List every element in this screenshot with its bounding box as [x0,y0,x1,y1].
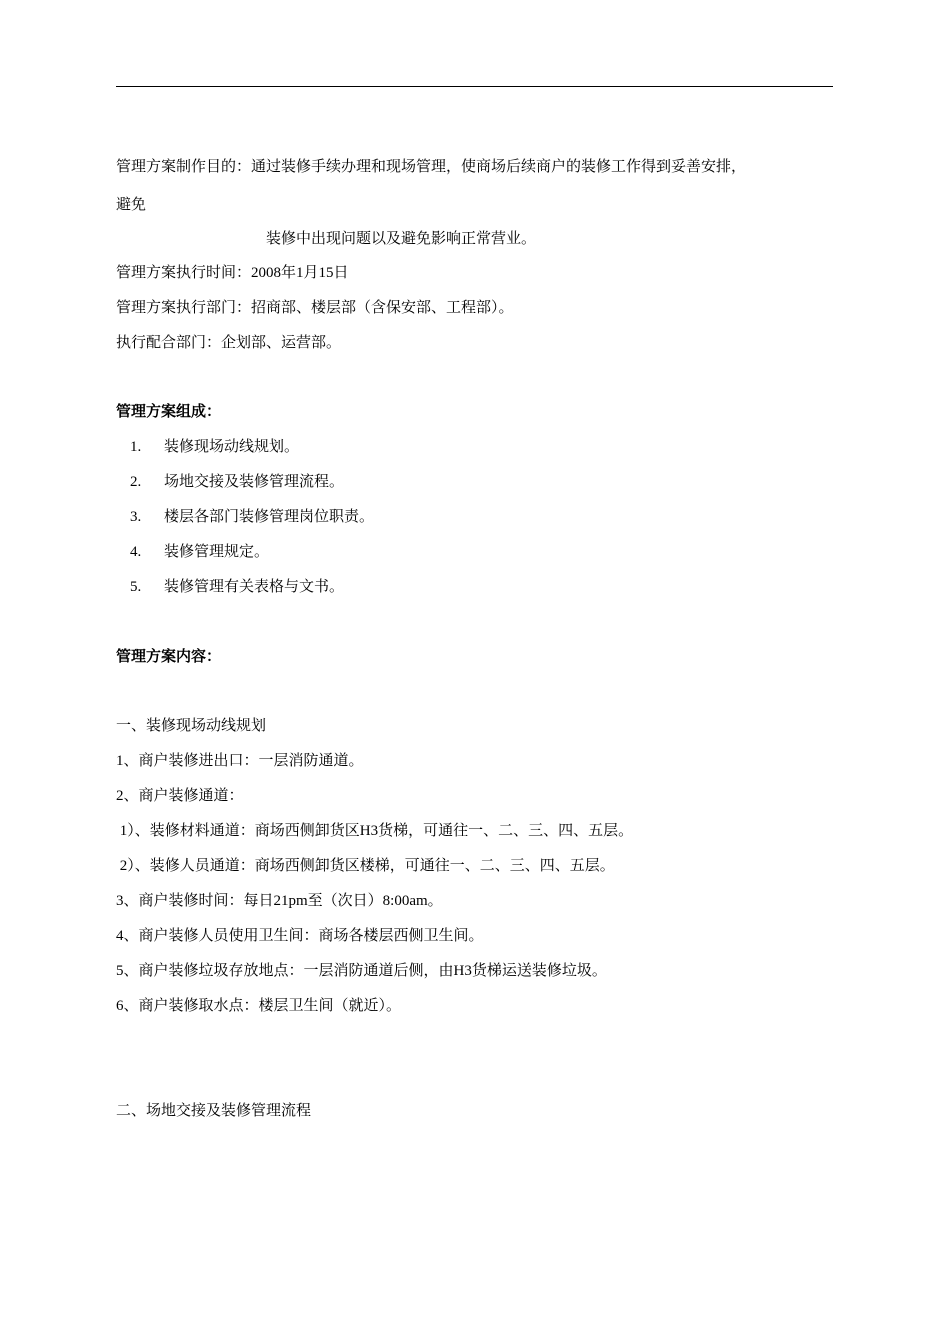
content-line: 1、商户装修进出口：一层消防通道。 [116,753,364,769]
list-item-number: 3. [130,509,142,525]
purpose-line-2: 避免 [116,197,147,213]
content-heading: 管理方案内容： [116,649,222,665]
content-line: 2、商户装修通道： [116,788,244,804]
composition-heading: 管理方案组成： [116,404,222,420]
header-rule [116,86,833,87]
content-line: 6、商户装修取水点：楼层卫生间（就近）。 [116,998,402,1014]
list-item-text: 装修管理有关表格与文书。 [164,579,345,595]
list-item-number: 5. [130,579,142,595]
section-2-title: 二、场地交接及装修管理流程 [116,1103,312,1119]
list-item-text: 楼层各部门装修管理岗位职责。 [164,509,375,525]
coop-dept: 执行配合部门：企划部、运营部。 [116,335,342,351]
list-item-text: 装修管理规定。 [164,544,270,560]
list-item-number: 4. [130,544,142,560]
list-item-text: 装修现场动线规划。 [164,439,300,455]
content-line: 3、商户装修时间：每日21pm至（次日）8:00am。 [116,893,443,909]
content-line: 2）、装修人员通道：商场西侧卸货区楼梯，可通往一、二、三、四、五层。 [116,858,615,874]
section-1-title: 一、装修现场动线规划 [116,718,267,734]
purpose-line-3: 装修中出现问题以及避免影响正常营业。 [266,231,537,247]
content-line: 5、商户装修垃圾存放地点：一层消防通道后侧，由H3货梯运送装修垃圾。 [116,963,607,979]
list-item-text: 场地交接及装修管理流程。 [164,474,345,490]
content-line: 1）、装修材料通道：商场西侧卸货区H3货梯，可通往一、二、三、四、五层。 [116,823,634,839]
exec-dept: 管理方案执行部门：招商部、楼层部（含保安部、工程部）。 [116,300,514,316]
purpose-line-1: 管理方案制作目的：通过装修手续办理和现场管理，使商场后续商户的装修工作得到妥善安排， [116,159,747,175]
exec-time: 管理方案执行时间：2008年1月15日 [116,265,349,281]
content-line: 4、商户装修人员使用卫生间：商场各楼层西侧卫生间。 [116,928,484,944]
list-item-number: 2. [130,474,142,490]
list-item-number: 1. [130,439,142,455]
